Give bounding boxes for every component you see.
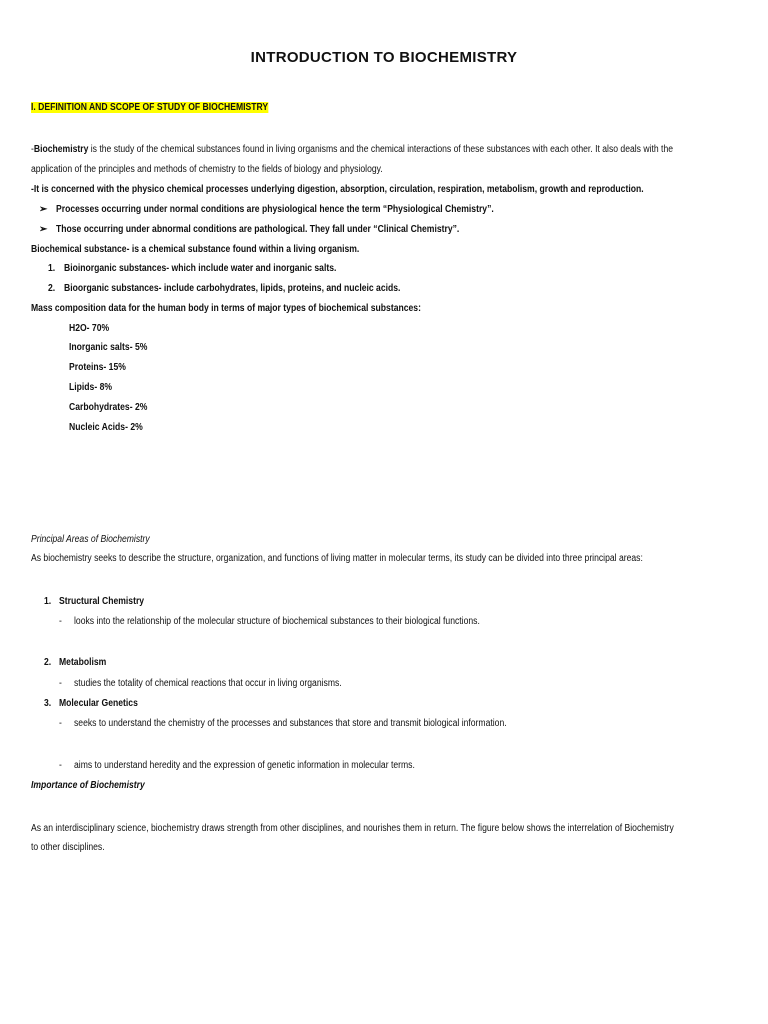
definition-dash: - [31, 144, 34, 155]
dash-bullet-icon: - [59, 678, 62, 689]
bullet-physiological: Processes occurring under normal conditions are physiological hence the term “Physiological Chemistry”. [56, 204, 494, 215]
principal-areas-heading: Principal Areas of Biochemistry [31, 534, 150, 545]
dash-bullet-icon: - [59, 616, 62, 627]
area-number: 1. [44, 596, 52, 607]
mass-item: H2O- 70% [69, 323, 110, 334]
definition-term: Biochemistry [33, 144, 89, 155]
importance-heading: Importance of Biochemistry [31, 780, 145, 791]
area-name: Metabolism [59, 657, 107, 668]
area-number: 3. [44, 698, 52, 709]
bullet-pathological: Those occurring under abnormal conditions are pathological. They fall under “Clinical Chemistry”. [56, 224, 460, 235]
dash-bullet-icon: - [59, 718, 62, 729]
mass-item: Proteins- 15% [69, 362, 126, 373]
definition-line-2: application of the principles and methods of chemistry to the fields of biology and physiology. [31, 164, 383, 175]
section-heading-highlight: I. DEFINITION AND SCOPE OF STUDY OF BIOCHEMISTRY [31, 102, 269, 113]
concerned-paragraph: -It is concerned with the physico chemical processes underlying digestion, absorption, circulation, respiration, metabolism, growth and reproduction. [31, 184, 644, 195]
dash-bullet-icon: - [59, 760, 62, 771]
mass-item: Nucleic Acids- 2% [69, 422, 143, 433]
section-heading [31, 101, 268, 114]
mass-composition-heading: Mass composition data for the human body in terms of major types of biochemical substances: [31, 303, 421, 314]
substance-type-number: 1. [48, 263, 56, 274]
mass-item: Lipids- 8% [69, 382, 113, 393]
arrow-bullet-icon: ➢ [39, 224, 48, 235]
substance-type-text: Bioinorganic substances- which include water and inorganic salts. [64, 263, 337, 274]
area-detail: looks into the relationship of the molecular structure of biochemical substances to their biological functions. [74, 616, 480, 627]
importance-text-line-1: As an interdisciplinary science, biochemistry draws strength from other disciplines, and nourishes them in return. The figure below shows the interrelation of Biochemistry [31, 823, 674, 834]
area-detail: studies the totality of chemical reactions that occur in living organisms. [74, 678, 342, 689]
arrow-bullet-icon: ➢ [39, 204, 48, 215]
substance-type-number: 2. [48, 283, 56, 294]
mass-item: Carbohydrates- 2% [69, 402, 148, 413]
definition-text: is the study of the chemical substances found in living organisms and the chemical interactions of these substances with each other. It also deals with the [88, 144, 674, 155]
principal-areas-intro: As biochemistry seeks to describe the structure, organization, and functions of living matter in molecular terms, its study can be divided into three principal areas: [31, 553, 643, 564]
area-detail: aims to understand heredity and the expression of genetic information in molecular terms. [74, 760, 415, 771]
substance-definition: Biochemical substance- is a chemical substance found within a living organism. [31, 244, 360, 255]
definition-line-1 [31, 143, 673, 156]
importance-text-line-2: to other disciplines. [31, 842, 105, 853]
area-name: Structural Chemistry [59, 596, 145, 607]
mass-item: Inorganic salts- 5% [69, 342, 148, 353]
substance-type-text: Bioorganic substances- include carbohydrates, lipids, proteins, and nucleic acids. [64, 283, 401, 294]
document-title: INTRODUCTION TO BIOCHEMISTRY [250, 49, 518, 66]
area-name: Molecular Genetics [59, 698, 138, 709]
area-number: 2. [44, 657, 52, 668]
area-detail: seeks to understand the chemistry of the processes and substances that store and transmit biological information. [74, 718, 507, 729]
